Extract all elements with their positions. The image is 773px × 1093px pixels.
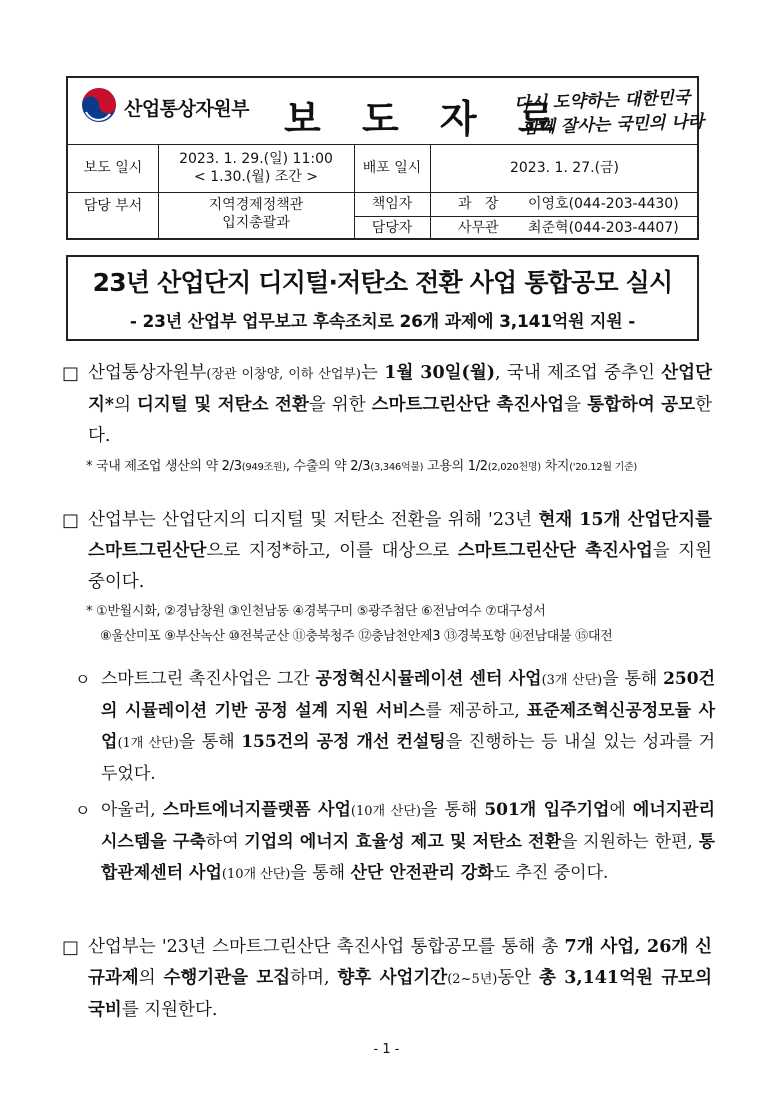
- report-date-line-1: 2023. 1. 29.(일) 11:00: [179, 151, 333, 167]
- square-bullet-icon: □: [62, 937, 80, 958]
- text-span: 의: [114, 395, 138, 415]
- government-slogan: [512, 84, 705, 139]
- sub-point-2-text: [101, 795, 715, 890]
- lead-label: 책임자: [371, 196, 413, 212]
- footnote-2-line-2: ⑧울산미포 ⑨부산녹산 ⑩전북군산 ⑪충북청주 ⑫충남천안제3 ⑬경북포항 ⑭전남대불 ⑮대전: [100, 629, 613, 644]
- text-span: 통합하여 공모: [587, 395, 696, 415]
- text-span: 를 지원한다.: [121, 1000, 218, 1020]
- text-span: 기업의 에너지 효율성 제고 및 저탄소 전환: [244, 832, 562, 852]
- report-date-line-2: < 1.30.(월) 조간 >: [194, 169, 318, 185]
- text-span: (2,020천명): [487, 462, 541, 473]
- dept-line-2: 입지총괄과: [222, 215, 290, 231]
- text-span: , 국내 제조업 중추인: [495, 363, 662, 383]
- text-span: 스마트에너지플랫폼 사업: [162, 800, 351, 820]
- text-span: (949조원): [241, 462, 286, 473]
- dept-line-1: 지역경제정책관: [208, 197, 304, 213]
- text-span: 를 제공하고,: [425, 701, 527, 721]
- headline-subtitle: - 23년 산업부 업무보고 후속조치로 26개 과제에 3,141억원 지원 -: [129, 312, 636, 332]
- document-type-title: 보 도 자 료: [284, 97, 569, 141]
- text-span: 에: [609, 800, 633, 820]
- text-span: 501개 입주기업: [484, 800, 610, 820]
- paragraph-2-text: [88, 505, 712, 598]
- text-span: (장관 이창양, 이하 산업부): [206, 367, 362, 382]
- taegeuk-logo-icon: [80, 86, 118, 124]
- text-span: 산업단지*: [88, 363, 712, 415]
- text-span: 수행기관을 모집: [163, 968, 291, 988]
- text-span: 을 통해: [178, 732, 242, 752]
- press-release-header: [66, 76, 705, 240]
- text-span: 현재 15개 산업단지를 스마트그린산단: [88, 510, 712, 561]
- text-span: 공정혁신시뮬레이션 센터 사업: [315, 669, 542, 689]
- text-span: 아울러,: [101, 800, 163, 820]
- text-span: 차지: [540, 459, 570, 474]
- headline-box: [66, 255, 699, 341]
- paragraph-1-text: [88, 358, 712, 452]
- text-span: 산업부는 '23년 스마트그린산단 촉진사업 통합공모를 통해 총: [88, 937, 565, 957]
- text-span: (1개 산단): [117, 736, 179, 751]
- text-span: 스마트그린 촉진사업은 그간: [101, 669, 316, 689]
- paragraph-3-text: [88, 932, 712, 1026]
- text-span: 을 통해: [290, 863, 351, 883]
- text-span: 고용의 1/2: [423, 459, 488, 474]
- paragraph-2: [62, 505, 712, 598]
- slogan-line-1: 다시 도약하는 대한민국: [513, 87, 691, 115]
- text-span: 1월 30일(월): [384, 363, 495, 383]
- text-span: 155건의 공정 개선 컨설팅: [241, 732, 446, 752]
- text-span: 산단 안전관리 강화: [350, 863, 494, 883]
- text-span: 총 3,141억원 규모의 국비: [88, 968, 712, 1020]
- report-date-label: 보도 일시: [83, 160, 143, 176]
- text-span: 도 추진 중이다.: [493, 863, 609, 883]
- square-bullet-icon: □: [62, 510, 80, 531]
- text-span: 통합관제센터 사업: [101, 832, 716, 883]
- text-span: 을 통해: [602, 669, 664, 689]
- footnote-1: [86, 454, 716, 481]
- text-span: 동안: [497, 968, 540, 988]
- text-span: 향후 사업기간: [337, 968, 448, 988]
- paragraph-3: [62, 932, 712, 1026]
- headline-title: 23년 산업단지 디지털·저탄소 전환 사업 통합공모 실시: [92, 268, 673, 297]
- dist-date-value: 2023. 1. 27.(금): [509, 160, 620, 176]
- dept-label: 담당 부서: [83, 198, 143, 214]
- text-span: 산업통상자원부: [88, 363, 207, 383]
- circle-bullet-icon: ㅇ: [75, 670, 91, 689]
- text-span: 250건의 시뮬레이션 기반 공정 설계 지원 서비스: [101, 669, 716, 721]
- lead-role: 과 장: [458, 196, 499, 212]
- text-span: 는: [361, 363, 385, 383]
- slogan-line-2: 함께 잘사는 국민의 나라: [521, 111, 705, 139]
- lead-contact-row: [430, 192, 699, 216]
- text-span: 을 통해: [421, 800, 485, 820]
- dist-date-label: 배포 일시: [362, 160, 422, 176]
- ministry-logo: [80, 86, 270, 126]
- footnote-2-line-1: * ①반월시화, ②경남창원 ③인천남동 ④경북구미 ⑤광주첨단 ⑥전남여수 ⑦대구성서: [86, 604, 546, 619]
- header-banner: [68, 78, 705, 145]
- text-span: 으로 지정*하고, 이를 대상으로: [206, 541, 458, 561]
- text-span: (3,346억불): [370, 462, 424, 473]
- text-span: 에너지관리시스템을 구축: [101, 800, 716, 852]
- text-span: 을: [564, 395, 588, 415]
- staff-label: 담당자: [371, 220, 413, 236]
- text-span: (3개 산단): [541, 673, 603, 688]
- text-span: * 국내 제조업 생산의 약 2/3: [86, 459, 242, 474]
- text-span: (10개 산단): [221, 867, 291, 882]
- page-number: - 1 -: [373, 1042, 400, 1057]
- circle-bullet-icon: ㅇ: [75, 801, 91, 820]
- text-span: 을 지원하는 한편,: [561, 832, 699, 852]
- lead-contact: 이영호(044-203-4430): [528, 196, 679, 212]
- staff-contact-row: [430, 216, 699, 240]
- staff-contact: 최준혁(044-203-4407): [528, 220, 679, 236]
- text-span: , 수출의 약 2/3: [285, 459, 371, 474]
- paragraph-1: [62, 358, 712, 452]
- text-span: 하여: [205, 832, 245, 852]
- sub-point-1-text: [101, 664, 715, 790]
- text-span: 디지털 및 저탄소 전환: [137, 395, 309, 415]
- text-span: (10개 산단): [350, 804, 421, 819]
- staff-role: 사무관: [458, 220, 499, 236]
- sub-point-1: [75, 664, 715, 790]
- text-span: 을 진행하는 등 내실 있는 성과를 거두었다.: [101, 732, 715, 784]
- sub-point-2: [75, 795, 715, 890]
- text-span: ('20.12월 기준): [569, 462, 637, 473]
- dept-value: [158, 192, 354, 240]
- text-span: 의: [138, 968, 164, 988]
- text-span: 하며,: [290, 968, 338, 988]
- square-bullet-icon: □: [62, 363, 80, 384]
- report-date-value: [158, 144, 354, 192]
- text-span: 을 위한: [308, 395, 372, 415]
- text-span: 을 지원 중이다.: [88, 541, 712, 592]
- text-span: 스마트그린산단 촉진사업: [371, 395, 565, 415]
- text-span: 한다.: [88, 395, 713, 446]
- text-span: 표준제조혁신공정모듈 사업: [101, 701, 716, 752]
- text-span: (2~5년): [447, 972, 498, 987]
- ministry-name: 산업통상자원부: [124, 98, 249, 120]
- text-span: 산업부는 산업단지의 디지털 및 저탄소 전환을 위해 '23년: [88, 510, 539, 530]
- text-span: 스마트그린산단 촉진사업: [457, 541, 653, 561]
- text-span: 7개 사업, 26개 신규과제: [88, 937, 712, 988]
